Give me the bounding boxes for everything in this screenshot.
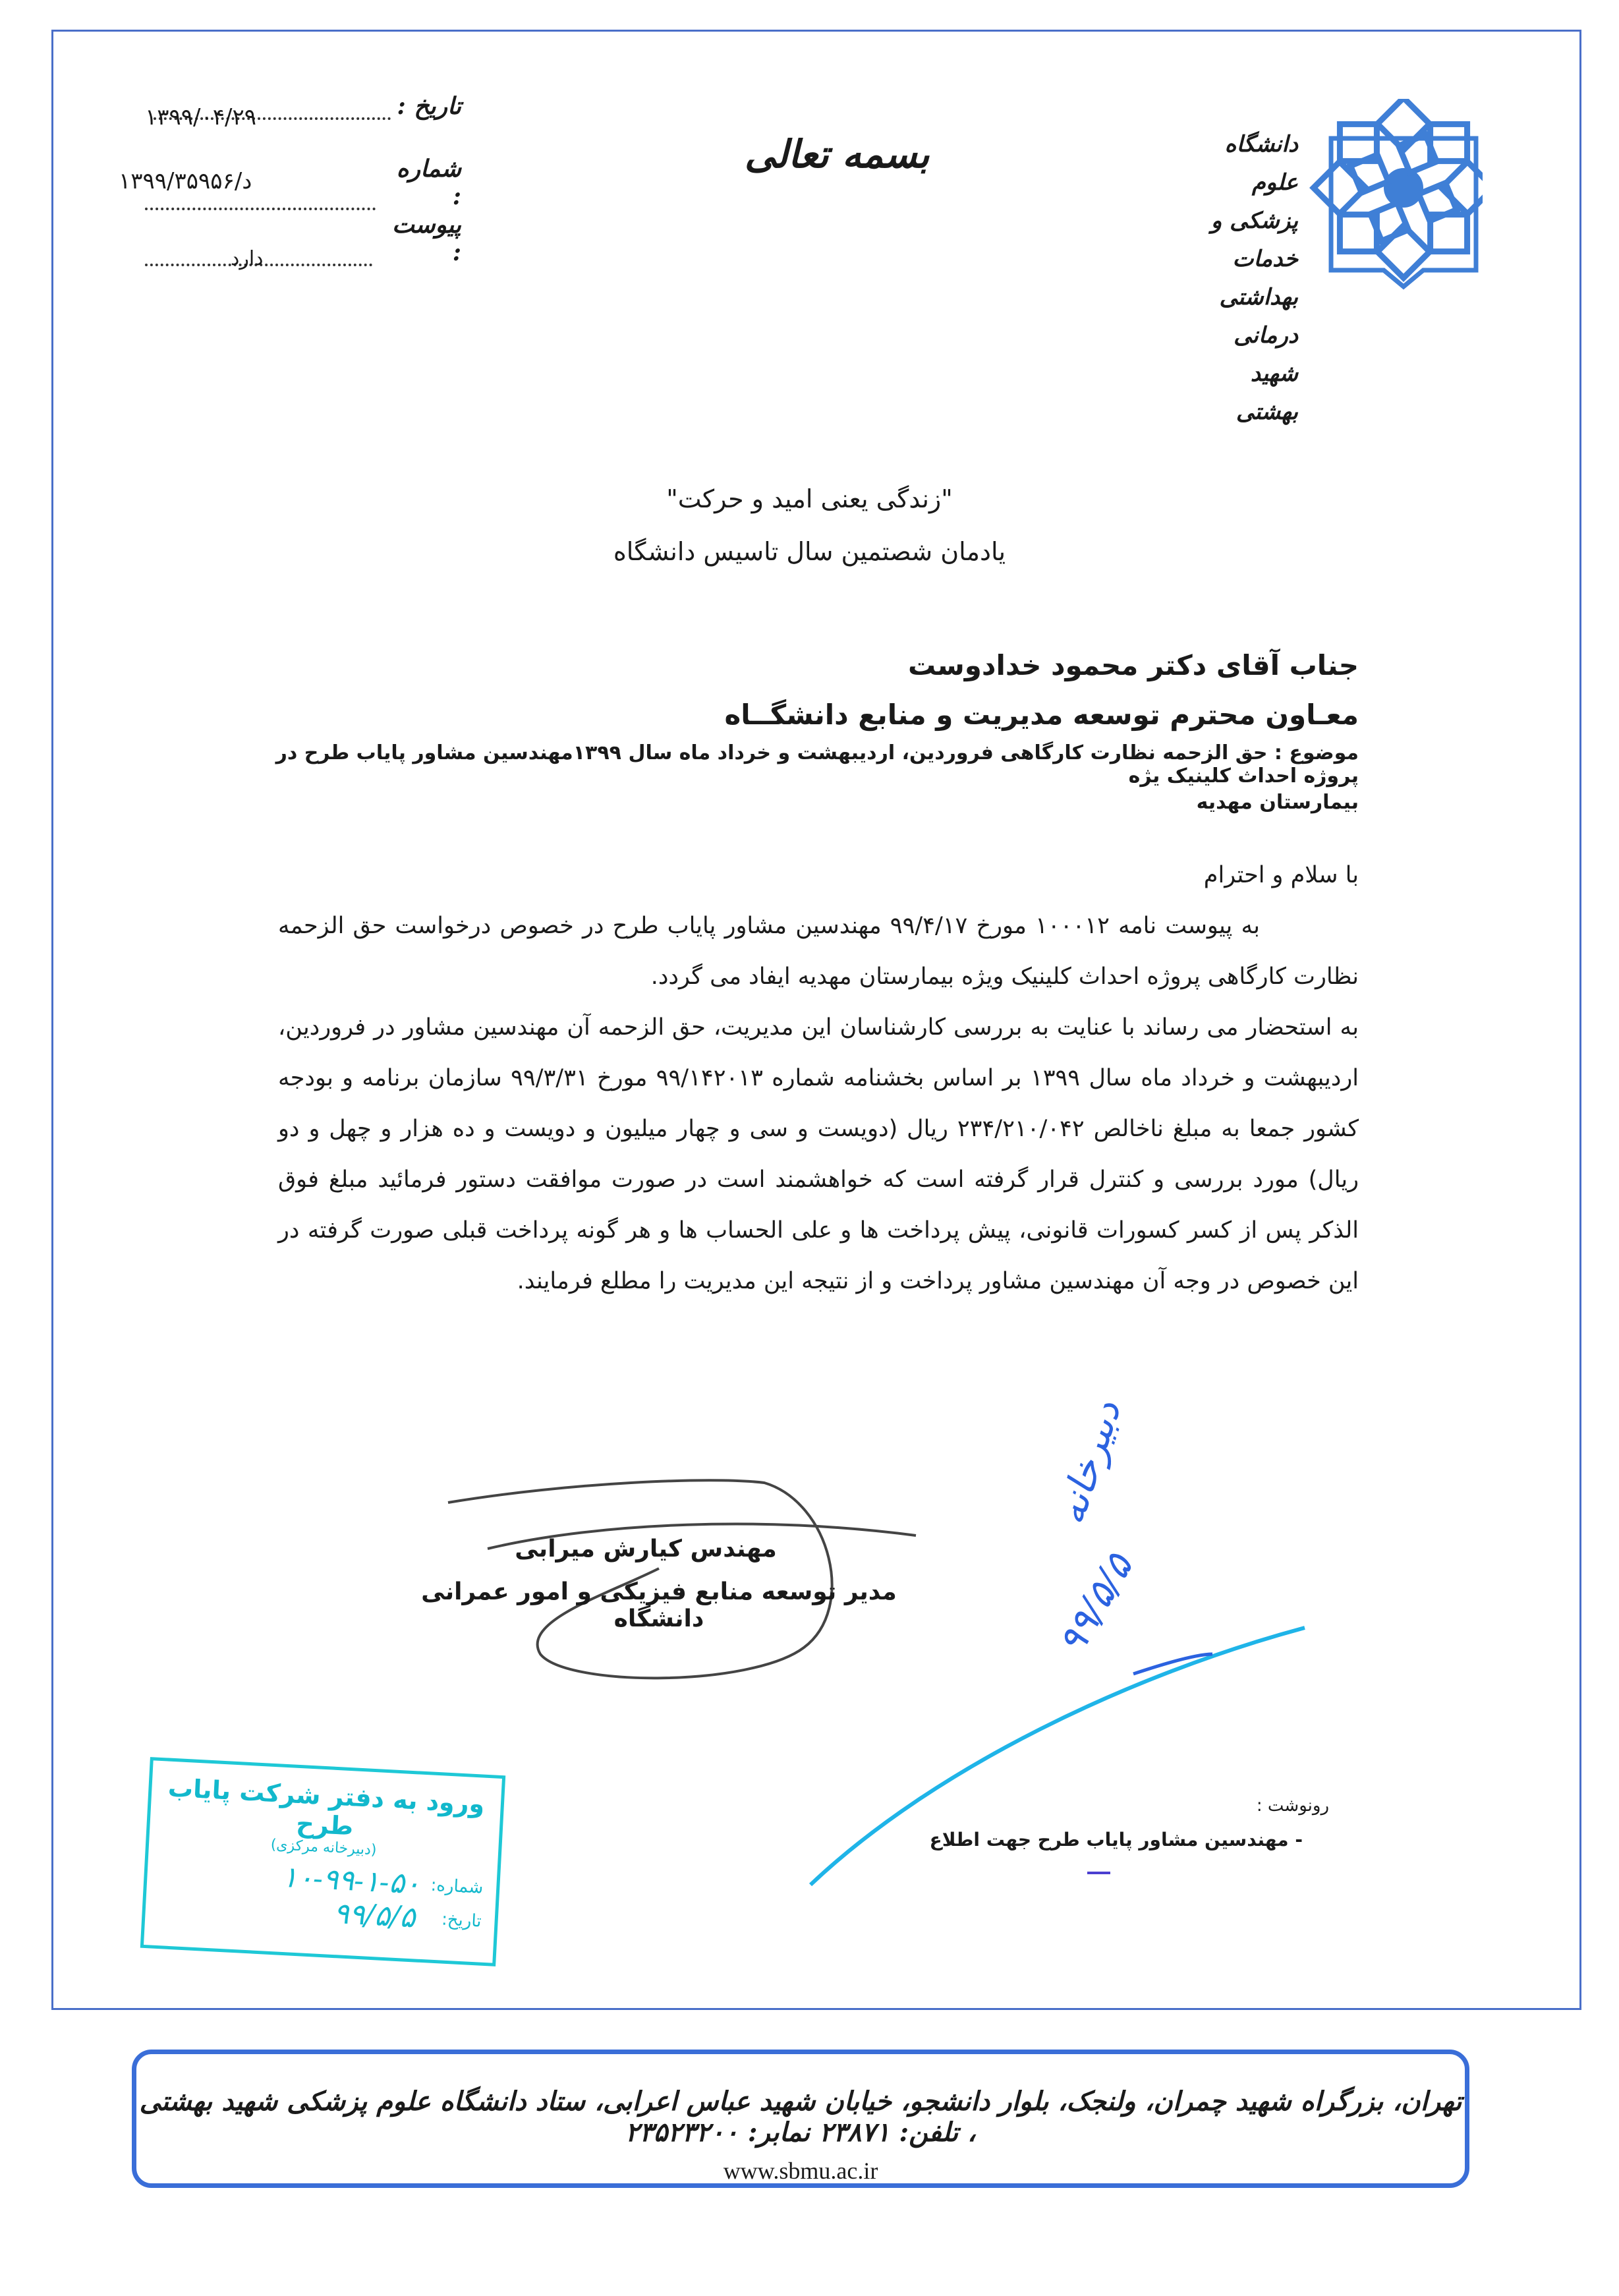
logo-wordmark: دانشگاه علوم پزشکی و خدمات بهداشتی درمانی شهید بهشتی (1210, 131, 1298, 425)
stamp-date-label: تاریخ: (441, 1909, 482, 1932)
footer-website: www.sbmu.ac.ir (723, 2158, 878, 2184)
signatory-name: مهندس کیارش میرابی (515, 1535, 777, 1563)
handwritten-date: ۹۹/۵/۵ (1048, 1546, 1142, 1662)
dotted-line (145, 194, 376, 210)
underline-mark (1087, 1872, 1110, 1874)
subject-line: موضوع : حق الزحمه نظارت کارگاهی فروردین، اردیبهشت و خرداد ماه سال ۱۳۹۹مهندسین مشاور پایاب طرح در پروژه احداث کلینیک یژه (275, 741, 1359, 788)
number-label: شماره : (396, 155, 461, 210)
attachment-row (145, 211, 461, 266)
cc-label: رونوشت : (1256, 1796, 1329, 1816)
addressee-title: معـاون محترم توسعه مدیریت و منابع دانشگــاه (724, 699, 1359, 731)
number-value: ۱۳۹۹/د/۳۵۹۵۶ (119, 168, 252, 194)
stamp-subtitle: (دبیرخانه مرکزی) (270, 1836, 378, 1859)
signatory-title: مدیر توسعه منابع فیزیکی و امور عمرانی دانشگاه (421, 1578, 897, 1632)
date-value: ۱۳۹۹/۰۴/۲۹ (145, 104, 257, 130)
anniversary-line: یادمان شصتمین سال تاسیس دانشگاه (613, 537, 1006, 566)
body-paragraph: به پیوست نامه ۱۰۰۰۱۲ مورخ ۹۹/۴/۱۷ مهندسین مشاور پایاب طرح در خصوص درخواست حق الزحمه نظارت کارگاهی پروژه احداث کلینیک ویژه بیمارستان مهدیه ایفاد می گردد. (278, 913, 1359, 990)
attachment-value: دارد (231, 247, 264, 270)
handwritten-note: دبیرخانه (1048, 1395, 1130, 1530)
cc-item: - مهندسین مشاور پایاب طرح جهت اطلاع (929, 1829, 1303, 1851)
body-paragraph: به استحضار می رساند با عنایت به بررسی کارشناسان این مدیریت، حق الزحمه آن مهندسین مشاور در فروردین، اردیبهشت و خرداد ماه سال ۱۳۹۹ بر اساس بخشنامه شماره ۹۹/۱۴۲۰۱۳ مورخ ۹۹/۳/۳۱ سازمان برنامه و بودجه کشور جمعا به مبلغ ناخالص ۲۳۴/۲۱۰/۰۴۲ ریال (دویست و سی و چهار میلیون و دویست و ده هزار و چهل و دو ریال) مورد بررسی و کنترل قرار گرفته است که خواهشمند است در صورت موافقت دستور فرمائید مبلغ فوق الذکر پس از کسر کسورات قانونی، پیش پرداخت ها و علی الحساب ها و هر گونه پرداخت قبلی صورت گرفته در این خصوص در وجه آن مهندسین مشاور پرداخت و از نتیجه این مدیریت را مطلع فرمایند. (278, 1014, 1359, 1294)
letter-body (278, 850, 1359, 1307)
letterhead-footer (132, 2050, 1469, 2188)
stamp-date-value: ۹۹/۵/۵ (332, 1896, 416, 1935)
subject-line-continued: بیمارستان مهدیه (1196, 791, 1359, 814)
basmala: بسمه تعالی (745, 132, 930, 177)
stamp-title: ورود به دفتر شرکت پایاب طرح (167, 1773, 486, 1841)
stamp-number-value: ۱۰-۹۹-۱-۵۰ (281, 1860, 422, 1901)
university-logo (1206, 99, 1483, 425)
date-label: تاریخ : (397, 92, 461, 120)
motto-line: "زندگی یعنی امید و حرکت" (666, 484, 953, 513)
attachment-label: پیوست : (392, 211, 461, 266)
stamp-number-label: شماره: (430, 1875, 484, 1898)
footer-address: تهران، بزرگراه شهید چمران، ولنجک، بلوار دانشجو، خیابان شهید عباس اعرابی، ستاد دانشگاه علوم پزشکی شهید بهشتی ، تلفن: ۲۳۸۷۱ نمابر: ۲۳۵۲۳۲۰۰ (139, 2086, 1462, 2148)
greeting: با سلام و احترام (1203, 862, 1359, 888)
addressee-name: جناب آقای دکتر محمود خدادوست (908, 649, 1359, 681)
receipt-stamp (140, 1757, 505, 1966)
